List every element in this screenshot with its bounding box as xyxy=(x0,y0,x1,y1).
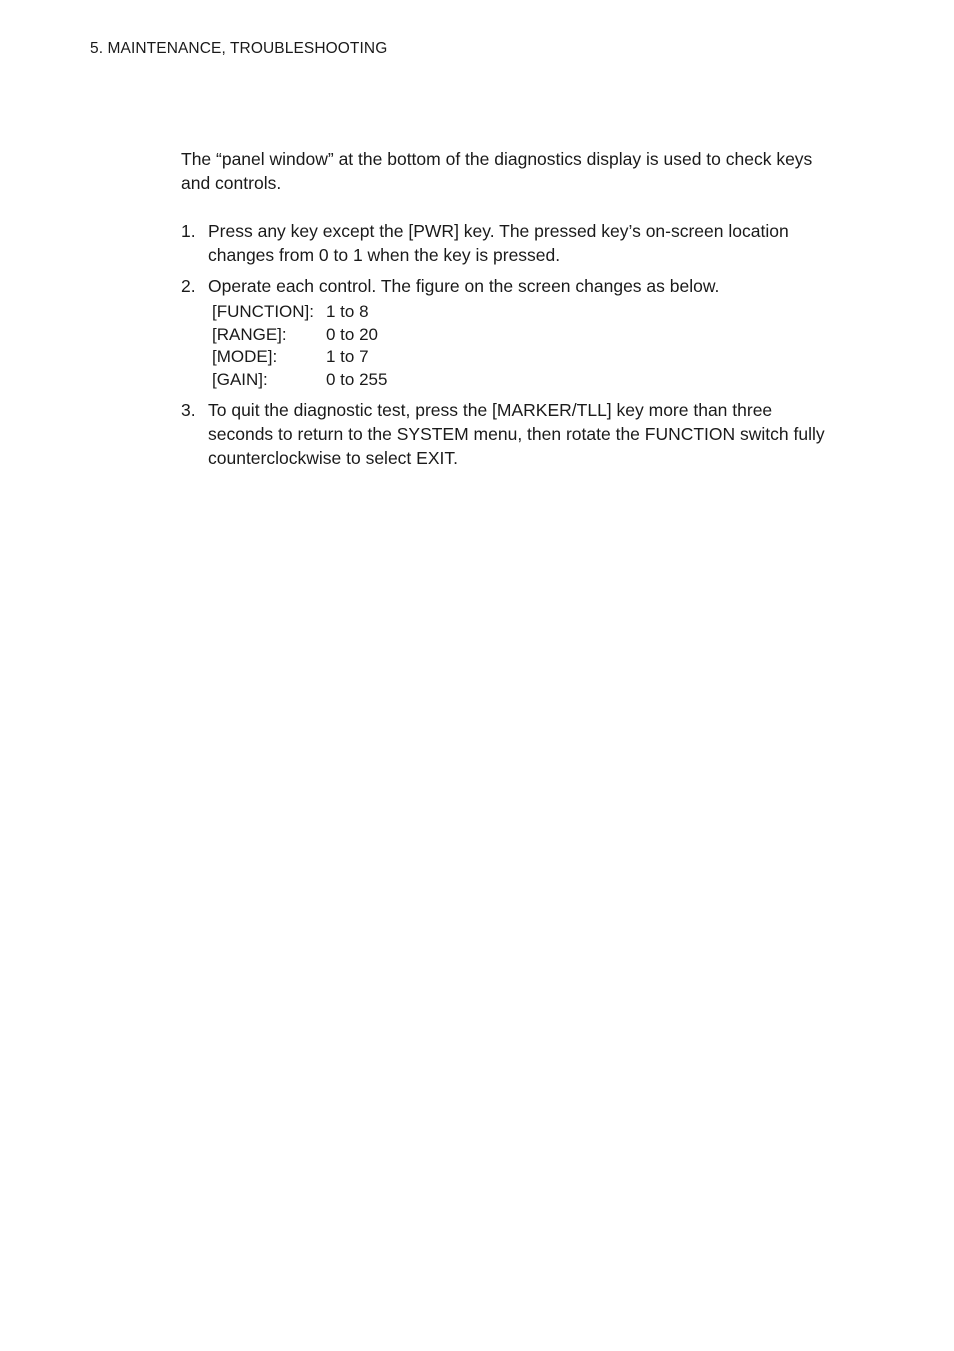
control-range: 1 to 8 xyxy=(326,302,369,321)
control-range-table xyxy=(212,301,831,391)
step-item xyxy=(181,219,831,267)
range-row-function xyxy=(212,301,831,324)
step-body xyxy=(208,398,831,470)
page-content xyxy=(181,147,831,477)
section-header: 5. MAINTENANCE, TROUBLESHOOTING xyxy=(90,40,388,57)
control-range: 1 to 7 xyxy=(326,347,369,366)
step-number: 1. xyxy=(181,221,196,241)
step-text: To quit the diagnostic test, press the [MARKER/TLL] key more than three seconds to return to the SYSTEM menu, then rotate the FUNCTION switch fully counterclockwise to select EXIT. xyxy=(208,400,825,468)
control-name: [RANGE]: xyxy=(212,324,287,344)
control-name: [FUNCTION]: xyxy=(212,302,314,321)
step-item xyxy=(181,274,831,391)
steps-list xyxy=(181,219,831,470)
range-row-gain xyxy=(212,369,831,392)
control-range: 0 to 20 xyxy=(326,324,378,344)
step-item xyxy=(181,398,831,470)
control-name: [GAIN]: xyxy=(212,369,268,389)
step-text: Press any key except the [PWR] key. The pressed key’s on-screen location changes from 0 to 1 when the key is pressed. xyxy=(208,221,789,265)
step-text: Operate each control. The figure on the screen changes as below. xyxy=(208,276,720,296)
step-number: 3. xyxy=(181,400,196,420)
step-body xyxy=(208,274,831,391)
step-body xyxy=(208,219,831,267)
range-row-mode xyxy=(212,346,831,369)
range-row-range xyxy=(212,324,831,347)
control-name: [MODE]: xyxy=(212,347,278,366)
intro-paragraph: The “panel window” at the bottom of the diagnostics display is used to check keys and controls. xyxy=(181,149,813,193)
step-number: 2. xyxy=(181,276,196,296)
control-range: 0 to 255 xyxy=(326,369,388,389)
